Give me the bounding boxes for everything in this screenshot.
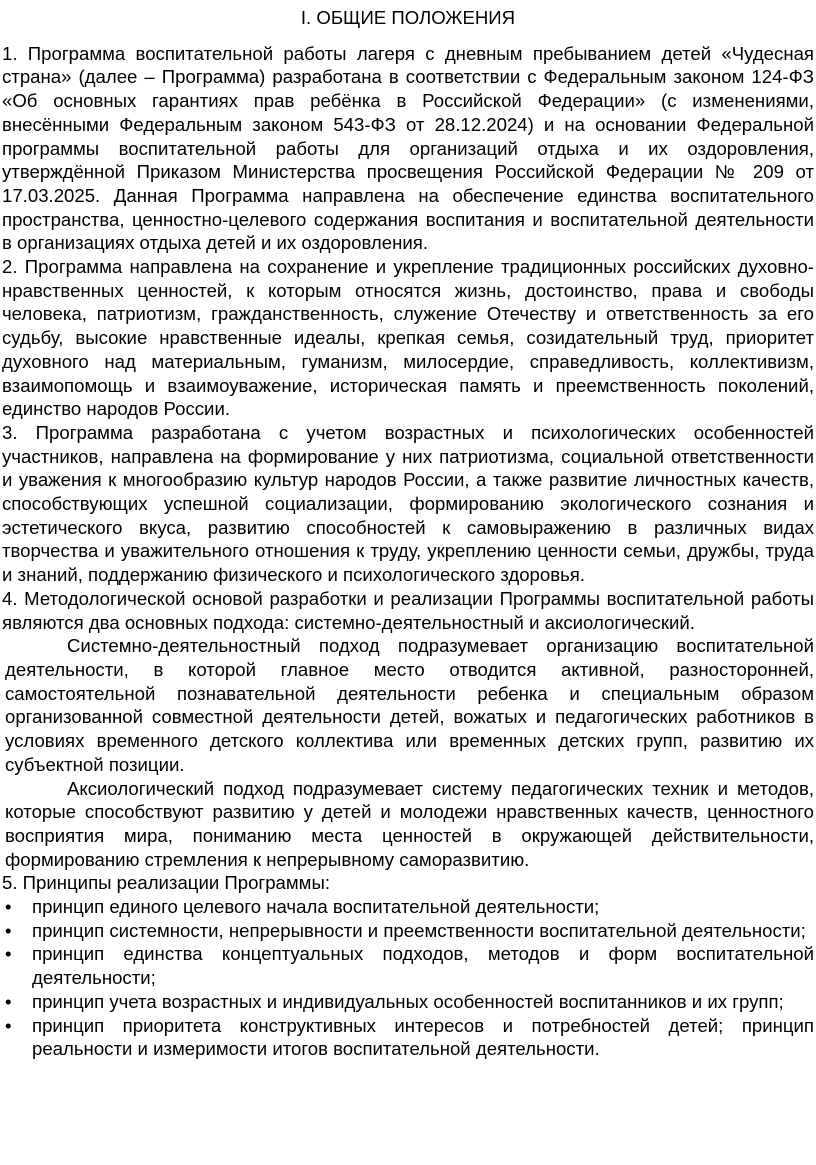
section-4-paragraph: 4. Методологической основой разработки и реализации Программы воспитательной работы являются два основных подхода: системно-деятельностный и аксиологический. [2,587,814,633]
axiological-approach-paragraph: Аксиологический подход подразумевает систему педагогических техник и методов, которые способствуют развитию у детей и молодежи нравственных качеств, ценностного восприятия мира, пониманию места ценностей в окружающей действительности, формированию стремления к непрерывному саморазвитию. [5,777,814,870]
list-item-text: принцип приоритета конструктивных интересов и потребностей детей; принцип реальности и измеримости итогов воспитательной деятельности. [32,1014,814,1060]
page-title: I. ОБЩИЕ ПОЛОЖЕНИЯ [300,7,516,28]
principles-heading: 5. Принципы реализации Программы: [2,872,330,894]
principles-list [2,895,814,1061]
list-item-text: принцип учета возрастных и индивидуальных особенностей воспитанников и их групп; [32,990,784,1012]
bullet-icon: • [5,990,12,1012]
list-item [2,942,814,989]
bullet-icon: • [5,896,12,918]
section-3-paragraph: 3. Программа разработана с учетом возрастных и психологических особенностей участников, направлена на формирование у них патриотизма, социальной ответственности и уважения к многообразию культур народов России, а также развитие личностных качеств, способствующих успешной социализации, формированию экологического сознания и эстетического вкуса, развитию способностей к самовыражению в различных видах творчества и уважительного отношения к труду, укреплению ценности семьи, дружбы, труда и знаний, поддержанию физического и психологического здоровья. [2,421,814,586]
bullet-icon: • [5,1014,12,1036]
list-item-text: принцип единого целевого начала воспитательной деятельности; [32,896,600,918]
list-item-text: принцип единства концептуальных подходов, методов и форм воспитательной деятельности; [32,943,814,989]
list-item [2,1014,814,1061]
bullet-icon: • [5,919,12,941]
list-item-text: принцип системности, непрерывности и преемственности воспитательной деятельности; [32,919,806,941]
list-item [2,919,814,943]
list-item [2,895,814,919]
list-item [2,990,814,1014]
section-2-paragraph: 2. Программа направлена на сохранение и укрепление традиционных российских духовно-нравственных ценностей, к которым относятся жизнь, достоинство, права и свободы человека, патриотизм, гражданственность, служение Отечеству и ответственность за его судьбу, высокие нравственные идеалы, крепкая семья, созидательный труд, приоритет духовного над материальным, гуманизм, милосердие, справедливость, коллективизм, взаимопомощь и взаимоуважение, историческая память и преемственность поколений, единство народов России. [2,256,814,420]
bullet-icon: • [5,943,12,965]
system-activity-approach-paragraph: Системно-деятельностный подход подразумевает организацию воспитательной деятельности, в которой главное место отводится активной, разносторонней, самостоятельной познавательной деятельности ребенка и специальным образом организованной совместной деятельности детей, вожатых и педагогических работников в условиях временного детского коллектива или временных детских групп, развитию их субъектной позиции. [5,635,814,775]
section-1-paragraph: 1. Программа воспитательной работы лагеря с дневным пребыванием детей «Чудесная страна» (далее – Программа) разработана в соответствии с Федеральным законом 124-ФЗ «Об основных гарантиях прав ребёнка в Российской Федерации» (с изменениями, внесёнными Федеральным законом 543-ФЗ от 28.12.2024) и на основании Федеральной программы воспитательной работы для организаций отдыха и их оздоровления, утверждённой Приказом Министерства просвещения Российской Федерации № 209 от 17.03.2025. Данная Программа направлена на обеспечение единства воспитательного пространства, ценностно-целевого содержания воспитания и воспитательной деятельности в организациях отдыха детей и их оздоровления. [2,42,814,254]
